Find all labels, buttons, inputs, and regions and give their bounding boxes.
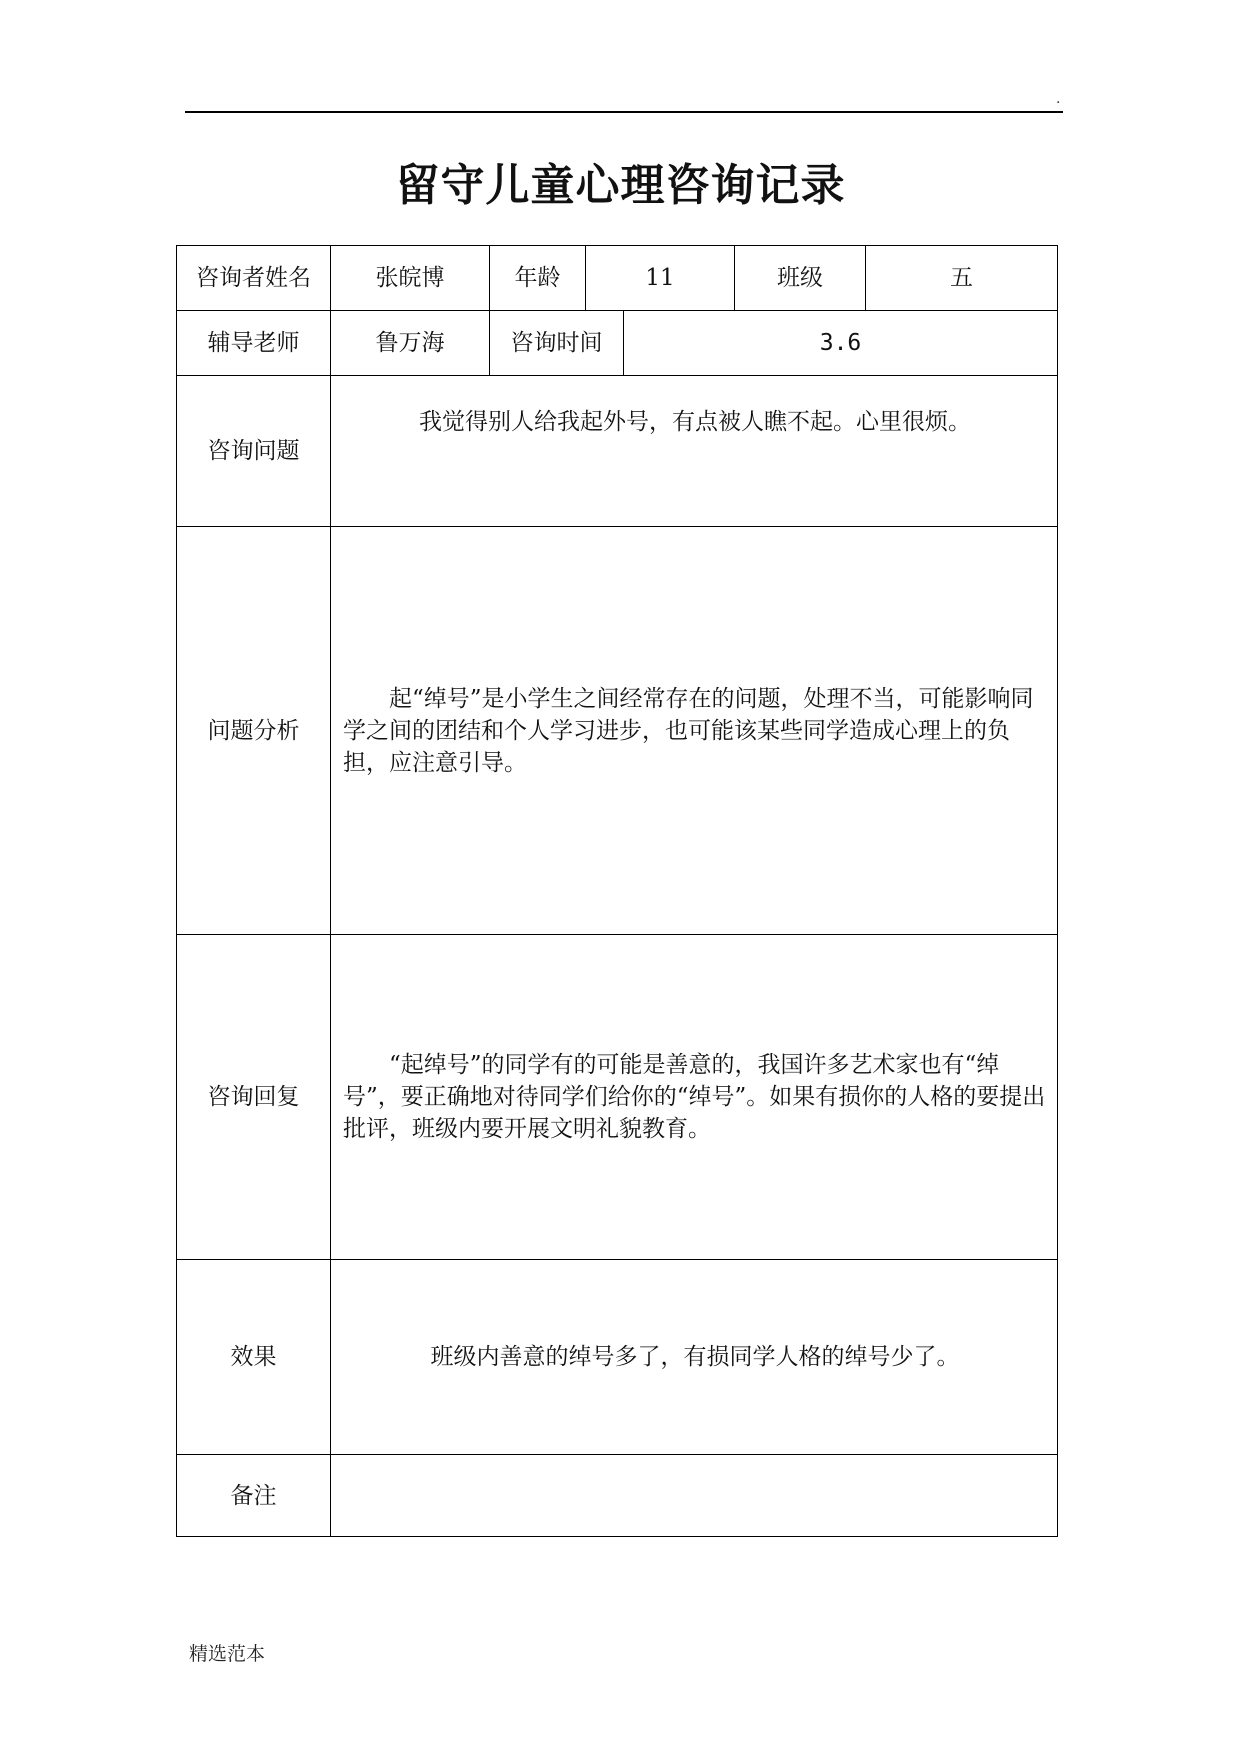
reply-label: 咨询回复 [177,935,331,1260]
class-label: 班级 [735,246,866,311]
header-mark: . [1056,91,1061,107]
name-value: 张皖博 [331,246,490,311]
name-label: 咨询者姓名 [177,246,331,311]
effect-label: 效果 [177,1260,331,1455]
effect-text: 班级内善意的绰号多了，有损同学人格的绰号少了。 [430,1344,960,1370]
class-value: 五 [866,246,1058,311]
question-label: 咨询问题 [177,376,331,527]
teacher-value: 鲁万海 [331,311,490,376]
teacher-label: 辅导老师 [177,311,331,376]
time-value: 3.6 [624,311,1058,376]
time-label: 咨询时间 [490,311,624,376]
age-label: 年龄 [490,246,586,311]
table-row-teacher-info [177,311,1058,376]
table-row-reply [177,935,1058,1260]
remarks-label: 备注 [177,1455,331,1537]
analysis-label: 问题分析 [177,527,331,935]
question-text: 我觉得别人给我起外号，有点被人瞧不起。心里很烦。 [419,409,971,435]
age-value: 11 [586,246,735,311]
effect-cell [331,1260,1058,1455]
document-title: 留守儿童心理咨询记录 [395,160,846,211]
table-row-question [177,376,1058,527]
table-row-effect [177,1260,1058,1455]
header-rule [185,111,1063,113]
table-row-basic-info [177,246,1058,311]
reply-cell [331,935,1058,1260]
analysis-cell [331,527,1058,935]
table-row-analysis [177,527,1058,935]
reply-text: “起绰号”的同学有的可能是善意的，我国许多艺术家也有“绰号”，要正确地对待同学们给你的“绰号”。如果有损你的人格的要提出批评，班级内要开展文明礼貌教育。 [343,1052,1046,1142]
remarks-value [331,1455,1058,1537]
table-row-remarks [177,1455,1058,1537]
analysis-text: 起“绰号”是小学生之间经常存在的问题，处理不当，可能影响同学之间的团结和个人学习进步，也可能该某些同学造成心理上的负担，应注意引导。 [343,685,1034,776]
footer-text: 精选范本 [189,1643,266,1665]
question-cell [331,376,1058,527]
consultation-record-table [176,245,1058,1537]
